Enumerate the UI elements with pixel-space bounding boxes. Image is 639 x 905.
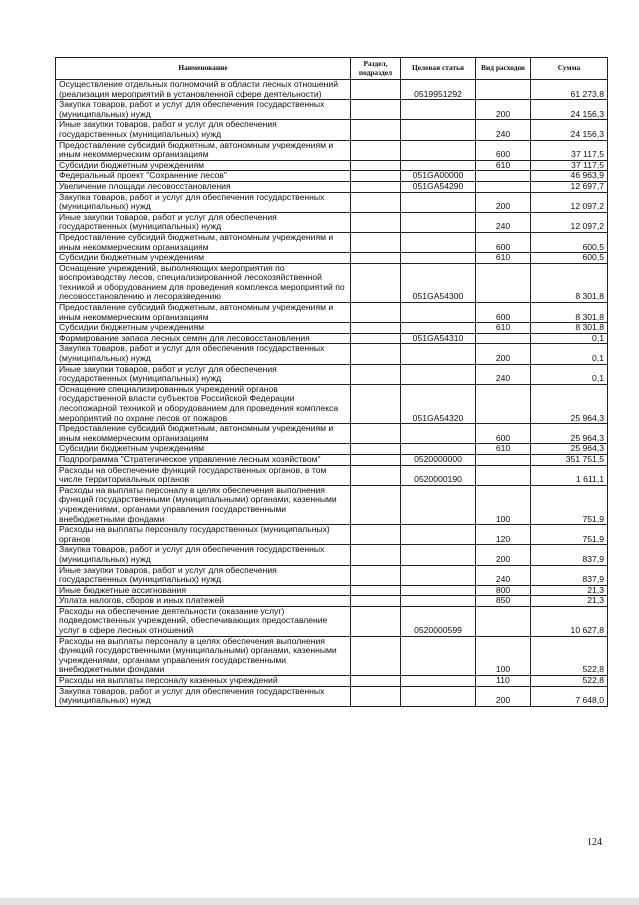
cell-target: [401, 424, 476, 444]
cell-target: [401, 140, 476, 160]
cell-name: Оснащение специализированных учреждений органов государственной власти субъектов Российской Федерации лесопожарной техникой и оборудованием для проведения комплекса мероприятий по охране лесов от пожаров: [56, 384, 351, 423]
cell-target: [401, 253, 476, 264]
page-number: 124: [587, 837, 602, 848]
cell-sum: 25 964,3: [531, 424, 608, 444]
cell-sum: 0,1: [531, 344, 608, 364]
cell-target: 051GA00000: [401, 171, 476, 182]
cell-expense: 610: [476, 160, 531, 171]
cell-sum: 10 627,8: [531, 606, 608, 636]
cell-section: [351, 344, 401, 364]
cell-expense: 100: [476, 636, 531, 675]
cell-target: 051GA54290: [401, 181, 476, 192]
cell-expense: [476, 333, 531, 344]
cell-section: [351, 596, 401, 607]
cell-section: [351, 585, 401, 596]
cell-name: Осуществление отдельных полномочий в области лесных отношений (реализация мероприятий в установленной сфере деятельности): [56, 80, 351, 100]
cell-sum: 12 697,7: [531, 181, 608, 192]
cell-target: [401, 212, 476, 232]
cell-section: [351, 606, 401, 636]
cell-sum: 751,9: [531, 485, 608, 524]
table-row: [56, 323, 608, 334]
table-row: [56, 160, 608, 171]
cell-section: [351, 676, 401, 687]
cell-section: [351, 565, 401, 585]
cell-target: 0519951292: [401, 80, 476, 100]
cell-target: [401, 636, 476, 675]
cell-name: Расходы на обеспечение деятельности (оказание услуг) подведомственных учреждений, обеспечивающих предоставление услуг в сфере лесных отношений: [56, 606, 351, 636]
cell-sum: 600,5: [531, 253, 608, 264]
cell-name: Субсидии бюджетным учреждениям: [56, 160, 351, 171]
cell-expense: [476, 263, 531, 302]
cell-sum: 8 301,8: [531, 323, 608, 334]
cell-name: Подпрограмма "Стратегическое управление лесным хозяйством": [56, 454, 351, 465]
cell-sum: 0,1: [531, 364, 608, 384]
table-row: [56, 596, 608, 607]
table-row: [56, 676, 608, 687]
cell-expense: 600: [476, 303, 531, 323]
cell-target: 0520000599: [401, 606, 476, 636]
table-row: [56, 384, 608, 423]
cell-name: Оснащение учреждений, выполняющих мероприятия по воспроизводству лесов, специализированной лесохозяйственной техникой и оборудованием для проведения комплекса мероприятий по лесовосстановлению и лесоразведению: [56, 263, 351, 302]
table-row: [56, 636, 608, 675]
table-row: [56, 232, 608, 252]
cell-sum: 837,9: [531, 545, 608, 565]
table-row: [56, 686, 608, 706]
cell-target: [401, 545, 476, 565]
cell-expense: [476, 606, 531, 636]
cell-target: [401, 676, 476, 687]
cell-sum: 21,3: [531, 596, 608, 607]
cell-section: [351, 384, 401, 423]
header-section: Раздел, подраздел: [351, 58, 401, 80]
table-row: [56, 212, 608, 232]
cell-section: [351, 80, 401, 100]
cell-section: [351, 140, 401, 160]
cell-name: Предоставление субсидий бюджетным, автономным учреждениям и иным некоммерческим организациям: [56, 424, 351, 444]
cell-section: [351, 333, 401, 344]
cell-section: [351, 686, 401, 706]
cell-name: Предоставление субсидий бюджетным, автономным учреждениям и иным некоммерческим организациям: [56, 140, 351, 160]
cell-target: 051GA54320: [401, 384, 476, 423]
cell-expense: 200: [476, 100, 531, 120]
cell-expense: [476, 80, 531, 100]
cell-sum: 522,8: [531, 676, 608, 687]
cell-section: [351, 454, 401, 465]
cell-name: Расходы на выплаты персоналу в целях обеспечения выполнения функций государственными (муниципальными) органами, казенными учреждениями, органами управления государственными внебюджетными фондами: [56, 636, 351, 675]
cell-section: [351, 232, 401, 252]
cell-target: [401, 444, 476, 455]
table-row: [56, 263, 608, 302]
cell-section: [351, 100, 401, 120]
cell-sum: 25 964,3: [531, 444, 608, 455]
cell-sum: 351 751,5: [531, 454, 608, 465]
cell-expense: 240: [476, 120, 531, 140]
cell-expense: 850: [476, 596, 531, 607]
table-row: [56, 303, 608, 323]
cell-expense: 200: [476, 686, 531, 706]
cell-target: [401, 686, 476, 706]
cell-sum: 522,8: [531, 636, 608, 675]
cell-name: Иные бюджетные ассигнования: [56, 585, 351, 596]
cell-expense: 200: [476, 344, 531, 364]
header-target: Целевая статья: [401, 58, 476, 80]
cell-sum: 8 301,8: [531, 263, 608, 302]
table-row: [56, 140, 608, 160]
cell-name: Иные закупки товаров, работ и услуг для обеспечения государственных (муниципальных) нужд: [56, 120, 351, 140]
cell-name: Закупка товаров, работ и услуг для обеспечения государственных (муниципальных) нужд: [56, 686, 351, 706]
cell-sum: 7 648,0: [531, 686, 608, 706]
cell-expense: 120: [476, 525, 531, 545]
cell-target: [401, 100, 476, 120]
table-row: [56, 253, 608, 264]
cell-target: [401, 485, 476, 524]
table-row: [56, 444, 608, 455]
cell-name: Расходы на выплаты персоналу казенных учреждений: [56, 676, 351, 687]
cell-expense: 110: [476, 676, 531, 687]
cell-sum: 24 156,3: [531, 100, 608, 120]
table-row: [56, 100, 608, 120]
cell-section: [351, 485, 401, 524]
cell-sum: 1 611,1: [531, 465, 608, 485]
table-row: [56, 525, 608, 545]
cell-section: [351, 192, 401, 212]
cell-section: [351, 525, 401, 545]
budget-table: [55, 57, 608, 707]
cell-target: 0520000190: [401, 465, 476, 485]
cell-sum: 12 097,2: [531, 192, 608, 212]
table-row: [56, 465, 608, 485]
table-row: [56, 424, 608, 444]
cell-sum: 24 156,3: [531, 120, 608, 140]
cell-section: [351, 545, 401, 565]
cell-section: [351, 465, 401, 485]
cell-name: Закупка товаров, работ и услуг для обеспечения государственных (муниципальных) нужд: [56, 344, 351, 364]
table-header-row: [56, 58, 608, 80]
cell-name: Расходы на выплаты персоналу государственных (муниципальных) органов: [56, 525, 351, 545]
cell-name: Субсидии бюджетным учреждениям: [56, 253, 351, 264]
table-row: [56, 565, 608, 585]
cell-name: Расходы на выплаты персоналу в целях обеспечения выполнения функций государственными (муниципальными) органами, казенными учреждениями, органами управления государственными внебюджетными фондами: [56, 485, 351, 524]
cell-target: [401, 364, 476, 384]
cell-expense: [476, 384, 531, 423]
cell-section: [351, 212, 401, 232]
cell-expense: 200: [476, 545, 531, 565]
cell-expense: [476, 171, 531, 182]
cell-name: Федеральный проект "Сохранение лесов": [56, 171, 351, 182]
cell-sum: 61 273,8: [531, 80, 608, 100]
cell-sum: 600,5: [531, 232, 608, 252]
cell-name: Субсидии бюджетным учреждениям: [56, 323, 351, 334]
cell-sum: 12 097,2: [531, 212, 608, 232]
cell-expense: 610: [476, 323, 531, 334]
cell-section: [351, 364, 401, 384]
cell-expense: 240: [476, 565, 531, 585]
table-row: [56, 485, 608, 524]
cell-name: Закупка товаров, работ и услуг для обеспечения государственных (муниципальных) нужд: [56, 545, 351, 565]
cell-section: [351, 444, 401, 455]
cell-target: 051GA54300: [401, 263, 476, 302]
cell-sum: 837,9: [531, 565, 608, 585]
cell-sum: 46 963,9: [531, 171, 608, 182]
cell-sum: 751,9: [531, 525, 608, 545]
table-row: [56, 454, 608, 465]
table-row: [56, 80, 608, 100]
cell-expense: [476, 181, 531, 192]
cell-expense: 240: [476, 212, 531, 232]
cell-section: [351, 323, 401, 334]
header-expense: Вид расходов: [476, 58, 531, 80]
cell-section: [351, 263, 401, 302]
cell-expense: [476, 465, 531, 485]
cell-expense: 100: [476, 485, 531, 524]
cell-target: [401, 232, 476, 252]
cell-target: [401, 565, 476, 585]
cell-name: Уплата налогов, сборов и иных платежей: [56, 596, 351, 607]
cell-target: [401, 303, 476, 323]
cell-section: [351, 253, 401, 264]
budget-table-container: [55, 57, 607, 707]
header-sum: Сумма: [531, 58, 608, 80]
cell-target: [401, 160, 476, 171]
table-row: [56, 344, 608, 364]
scan-edge: [0, 898, 639, 905]
table-row: [56, 171, 608, 182]
table-row: [56, 120, 608, 140]
cell-expense: 600: [476, 232, 531, 252]
cell-section: [351, 181, 401, 192]
table-row: [56, 192, 608, 212]
table-row: [56, 333, 608, 344]
header-name: Наименование: [56, 58, 351, 80]
cell-name: Иные закупки товаров, работ и услуг для обеспечения государственных (муниципальных) нужд: [56, 565, 351, 585]
cell-name: Иные закупки товаров, работ и услуг для обеспечения государственных (муниципальных) нужд: [56, 212, 351, 232]
table-row: [56, 606, 608, 636]
cell-sum: 37 117,5: [531, 140, 608, 160]
cell-target: [401, 192, 476, 212]
cell-expense: 240: [476, 364, 531, 384]
cell-target: [401, 120, 476, 140]
cell-expense: 610: [476, 444, 531, 455]
cell-name: Расходы на обеспечение функций государственных органов, в том числе территориальных органов: [56, 465, 351, 485]
cell-sum: 8 301,8: [531, 303, 608, 323]
cell-name: Субсидии бюджетным учреждениям: [56, 444, 351, 455]
cell-name: Иные закупки товаров, работ и услуг для обеспечения государственных (муниципальных) нужд: [56, 364, 351, 384]
cell-target: [401, 585, 476, 596]
table-row: [56, 585, 608, 596]
cell-section: [351, 303, 401, 323]
cell-sum: 25 964,3: [531, 384, 608, 423]
cell-target: [401, 323, 476, 334]
cell-name: Закупка товаров, работ и услуг для обеспечения государственных (муниципальных) нужд: [56, 100, 351, 120]
cell-section: [351, 171, 401, 182]
cell-expense: 800: [476, 585, 531, 596]
cell-section: [351, 424, 401, 444]
cell-name: Предоставление субсидий бюджетным, автономным учреждениям и иным некоммерческим организациям: [56, 232, 351, 252]
cell-expense: 600: [476, 424, 531, 444]
cell-expense: [476, 454, 531, 465]
cell-expense: 200: [476, 192, 531, 212]
cell-target: [401, 525, 476, 545]
cell-section: [351, 160, 401, 171]
cell-target: [401, 596, 476, 607]
cell-section: [351, 120, 401, 140]
cell-expense: 600: [476, 140, 531, 160]
cell-section: [351, 636, 401, 675]
cell-sum: 0,1: [531, 333, 608, 344]
cell-sum: 37 117,5: [531, 160, 608, 171]
cell-name: Предоставление субсидий бюджетным, автономным учреждениям и иным некоммерческим организациям: [56, 303, 351, 323]
table-row: [56, 364, 608, 384]
cell-name: Формирование запаса лесных семян для лесовосстановления: [56, 333, 351, 344]
table-row: [56, 545, 608, 565]
cell-sum: 21,3: [531, 585, 608, 596]
cell-name: Закупка товаров, работ и услуг для обеспечения государственных (муниципальных) нужд: [56, 192, 351, 212]
cell-target: [401, 344, 476, 364]
cell-expense: 610: [476, 253, 531, 264]
cell-target: 051GA54310: [401, 333, 476, 344]
cell-name: Увеличение площади лесовосстановления: [56, 181, 351, 192]
table-body: [56, 80, 608, 707]
table-row: [56, 181, 608, 192]
cell-target: 0520000000: [401, 454, 476, 465]
